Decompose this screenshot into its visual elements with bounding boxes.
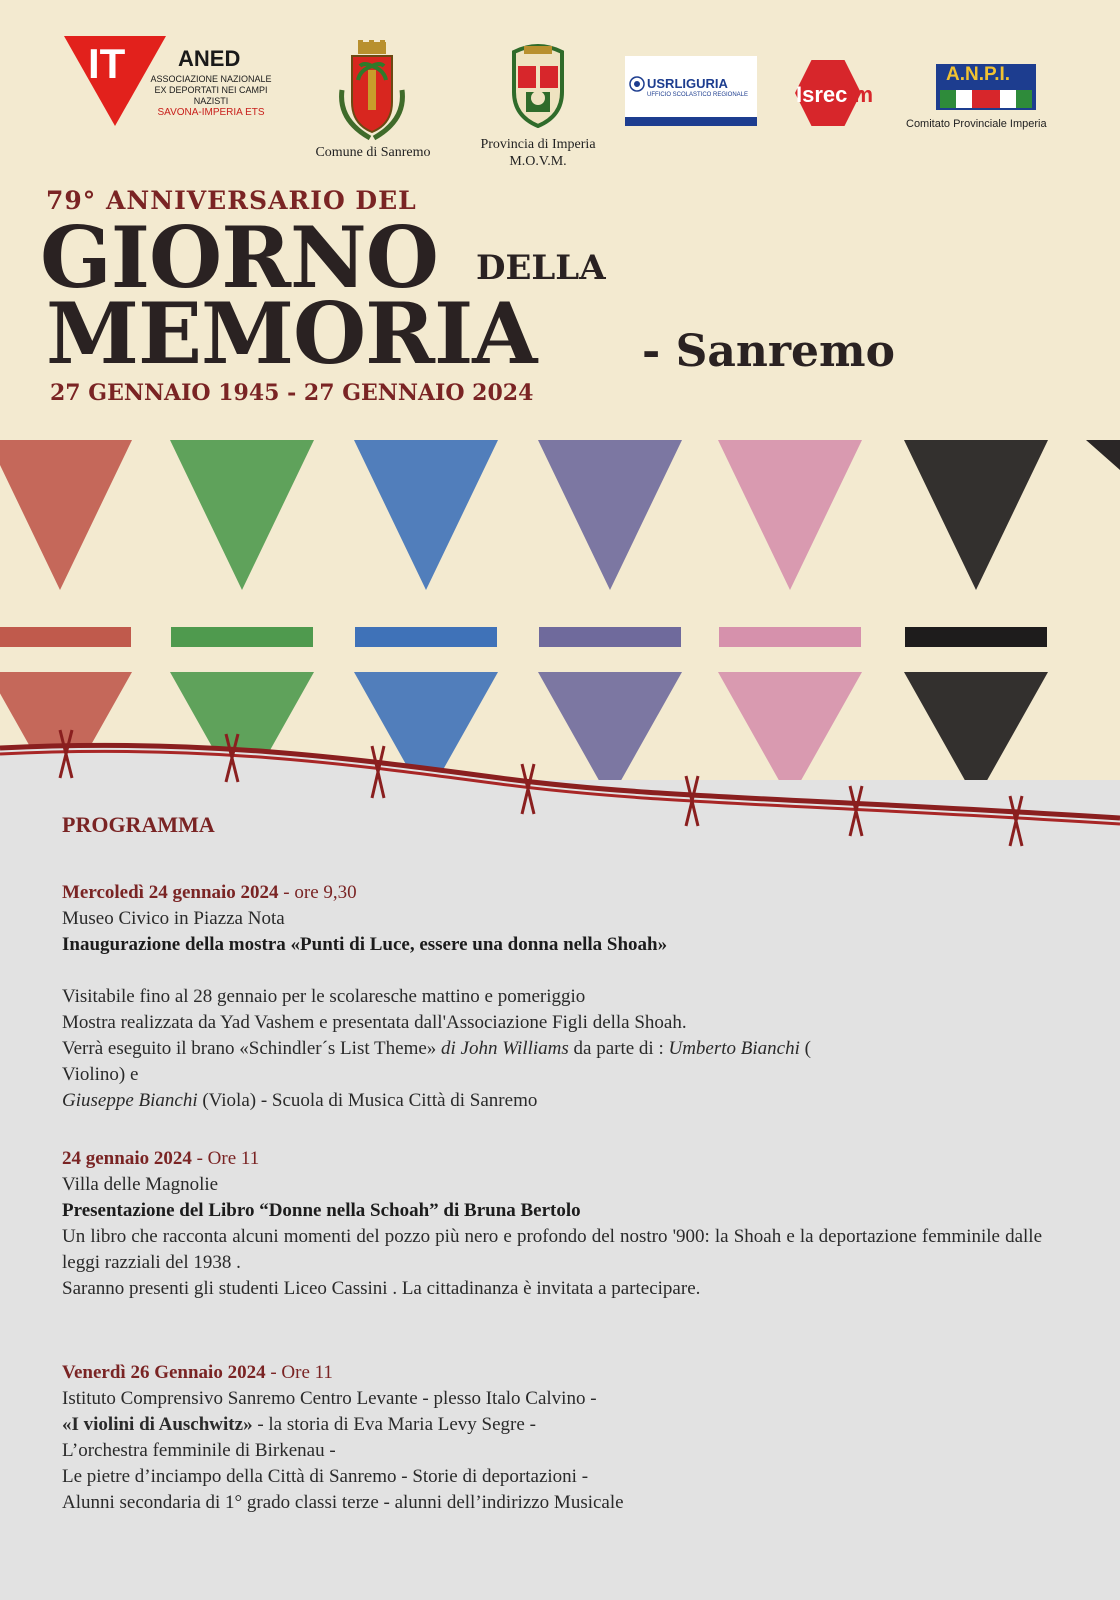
title-giorno: GIORNO: [40, 208, 438, 307]
usr-bar: [625, 117, 757, 126]
title-city: - Sanremo: [642, 326, 895, 377]
aned-mark: IT: [88, 40, 126, 87]
event-2-title: Presentazione del Libro “Donne nella Schoah” di Bruna Bertolo: [62, 1200, 581, 1221]
barbed-wire-icon: [0, 720, 1120, 860]
event-1-line-4: Violino) e: [62, 1064, 139, 1085]
aned-name: ANED: [178, 46, 241, 71]
event-2-description: Un libro che racconta alcuni momenti del pozzo più nero e profondo del nostro '900: la Shoah e la deportazione femminile dalle leggi razziali del 1938 .: [62, 1226, 1042, 1273]
title-memoria: MEMORIA: [46, 284, 537, 383]
event-3-line-3: L’orchestra femminile di Birkenau -: [62, 1440, 336, 1461]
event-1-line-5: Giuseppe Bianchi (Viola) - Scuola di Musica Città di Sanremo: [62, 1090, 538, 1111]
event-3: [62, 1360, 1042, 1516]
usr-title: USRLIGURIA: [647, 76, 728, 91]
event-3-date-line: Venerdì 26 Gennaio 2024 - Ore 11: [62, 1362, 333, 1383]
event-1-line-1: Visitabile fino al 28 gennaio per le scolaresche mattino e pomeriggio: [62, 986, 586, 1007]
triangle-edge: [1086, 440, 1120, 470]
title-della: DELLA: [476, 248, 606, 288]
usr-liguria-logo: [625, 56, 757, 126]
event-3-line-5: Alunni secondaria di 1° grado classi terze - alunni dell’indirizzo Musicale: [62, 1492, 624, 1513]
event-3-line-1: Istituto Comprensivo Sanremo Centro Levante - plesso Italo Calvino -: [62, 1388, 597, 1409]
imperia-crest-icon: [504, 42, 572, 128]
event-1: [62, 880, 1042, 1114]
usr-subtitle: UFFICIO SCOLASTICO REGIONALE: [647, 92, 749, 98]
event-1-line-2: Mostra realizzata da Yad Vashem e presentata dall'Associazione Figli della Shoah.: [62, 1012, 687, 1033]
aned-subtitle: ASSOCIAZIONE NAZIONALE EX DEPORTATI NEI CAMPI NAZISTI SAVONA-IMPERIA ETS: [150, 74, 272, 118]
event-2-note: Saranno presenti gli studenti Liceo Cassini . La cittadinanza è invitata a partecipare.: [62, 1278, 701, 1299]
anpi-flag-icon: [940, 90, 1032, 108]
event-3-line-4: Le pietre d’inciampo della Città di Sanremo - Storie di deportazioni -: [62, 1466, 589, 1487]
anpi-caption: Comitato Provinciale Imperia: [906, 118, 1047, 130]
isrecim-logo: Isrecim: [796, 82, 874, 107]
anniversary-heading: 79° ANNIVERSARIO DEL: [46, 186, 417, 215]
sponsor-logos: [0, 0, 1120, 180]
title-dates: 27 GENNAIO 1945 - 27 GENNAIO 2024: [50, 380, 534, 406]
anpi-title: A.N.P.I.: [946, 64, 1011, 85]
event-1-line-3: Verrà eseguito il brano «Schindler´s List Theme» di John Williams da parte di : Umberto Bianchi (: [62, 1038, 811, 1059]
event-3-line-2: «I violini di Auschwitz» - la storia di Eva Maria Levy Segre -: [62, 1414, 536, 1435]
program-heading: PROGRAMMA: [62, 812, 215, 837]
sanremo-caption: Comune di Sanremo: [315, 145, 431, 160]
event-1-title: Inaugurazione della mostra «Punti di Luce, essere una donna nella Shoah»: [62, 934, 668, 955]
event-1-place: Museo Civico in Piazza Nota: [62, 908, 285, 929]
event-2-date-line: 24 gennaio 2024 - Ore 11: [62, 1148, 260, 1169]
event-2-place: Villa delle Magnolie: [62, 1174, 219, 1195]
emblem-icon: [629, 76, 645, 92]
event-1-date-line: Mercoledì 24 gennaio 2024 - ore 9,30: [62, 882, 357, 903]
sanremo-crest-icon: [334, 40, 410, 142]
event-2: [62, 1146, 1042, 1302]
imperia-caption: Provincia di Imperia M.O.V.M.: [480, 137, 596, 169]
